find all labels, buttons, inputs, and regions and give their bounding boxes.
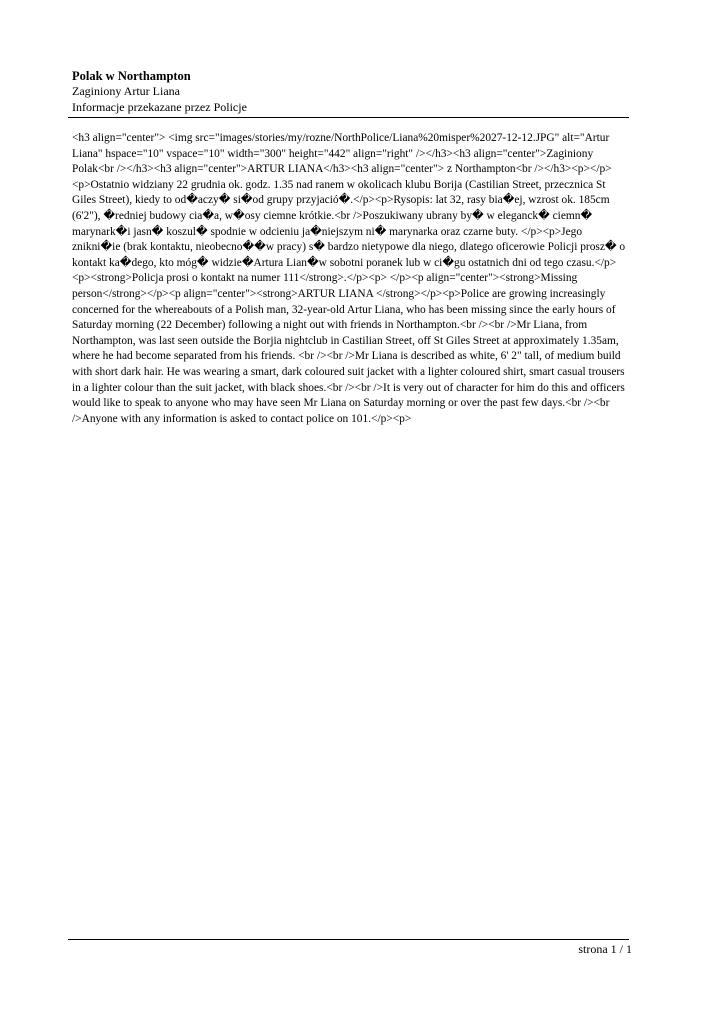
page-title: Polak w Northampton xyxy=(72,69,191,83)
page-subtitle: Zaginiony Artur Liana xyxy=(72,84,180,98)
footer-divider xyxy=(68,939,629,940)
article-body: <h3 align="center"> <img src="images/stories/my/rozne/NorthPolice/Liana%20misper%2027-12-12.JPG" alt="Artur Liana" hspace="10" vspace="10" width="300" height="442" align="right" /></h3><h3 align="center">Zaginiony Polak<br /></h3><h3 align="center">ARTUR LIANA</h3><h3 align="center"> z Northampton<br /></h3><p></p><p>Ostatnio widziany 22 grudnia ok. godz. 1.35 nad ranem w okolicach klubu Borija (Castilian Street, przecznica St Giles Street), kiedy to od�aczy� si�od grupy przyjació�.</p><p>Rysopis: lat 32, rasy bia�ej, wzrost ok. 185cm (6'2"), �redniej budowy cia�a, w�osy ciemne krótkie.<br />Poszukiwany ubrany by� w eleganck� ciemn� marynark�i jasn� koszul� spodnie w odcieniu ja�niejszym ni� marynarka oraz czarne buty. </p><p>Jego znikni�ie (brak kontaktu, nieobecno��w pracy) s� bardzo nietypowe dla niego, dlatego oficerowie Policji prosz� o kontakt ka�dego, kto móg� widzie�Artura Lian�w sobotni poranek lub w ci�gu ostatnich dni od tego czasu.</p><p><strong>Policja prosi o kontakt na numer 111</strong>.</p><p> </p><p align="center"><strong>Missing person</strong></p><p align="center"><strong>ARTUR LIANA </strong></p><p>Police are growing increasingly concerned for the whereabouts of a Polish man, 32-year-old Artur Liana, who has been missing since the early hours of Saturday morning (22 December) following a night out with friends in Northampton.<br /><br />Mr Liana, from Northampton, was last seen outside the Borjia nightclub in Castilian Street, off St Giles Street at approximately 1.35am, where he had become separated from his friends. <br /><br />Mr Liana is described as white, 6' 2" tall, of medium build with short dark hair. He was wearing a smart, dark coloured suit jacket with a lighter coloured shirt, smart casual trousers in a lighter colour than the suit jacket, with black shoes.<br /><br />It is very out of character for him do this and officers would like to speak to anyone who may have seen Mr Liana on Saturday morning or over the past few days.<br /><br />Anyone with any information is asked to contact police on 101.</p><p> xyxy=(72,132,626,425)
page-source: Informacje przekazane przez Policje xyxy=(72,99,247,114)
page-number: strona 1 / 1 xyxy=(578,942,632,956)
header-divider xyxy=(68,117,629,118)
page-header xyxy=(72,68,628,115)
